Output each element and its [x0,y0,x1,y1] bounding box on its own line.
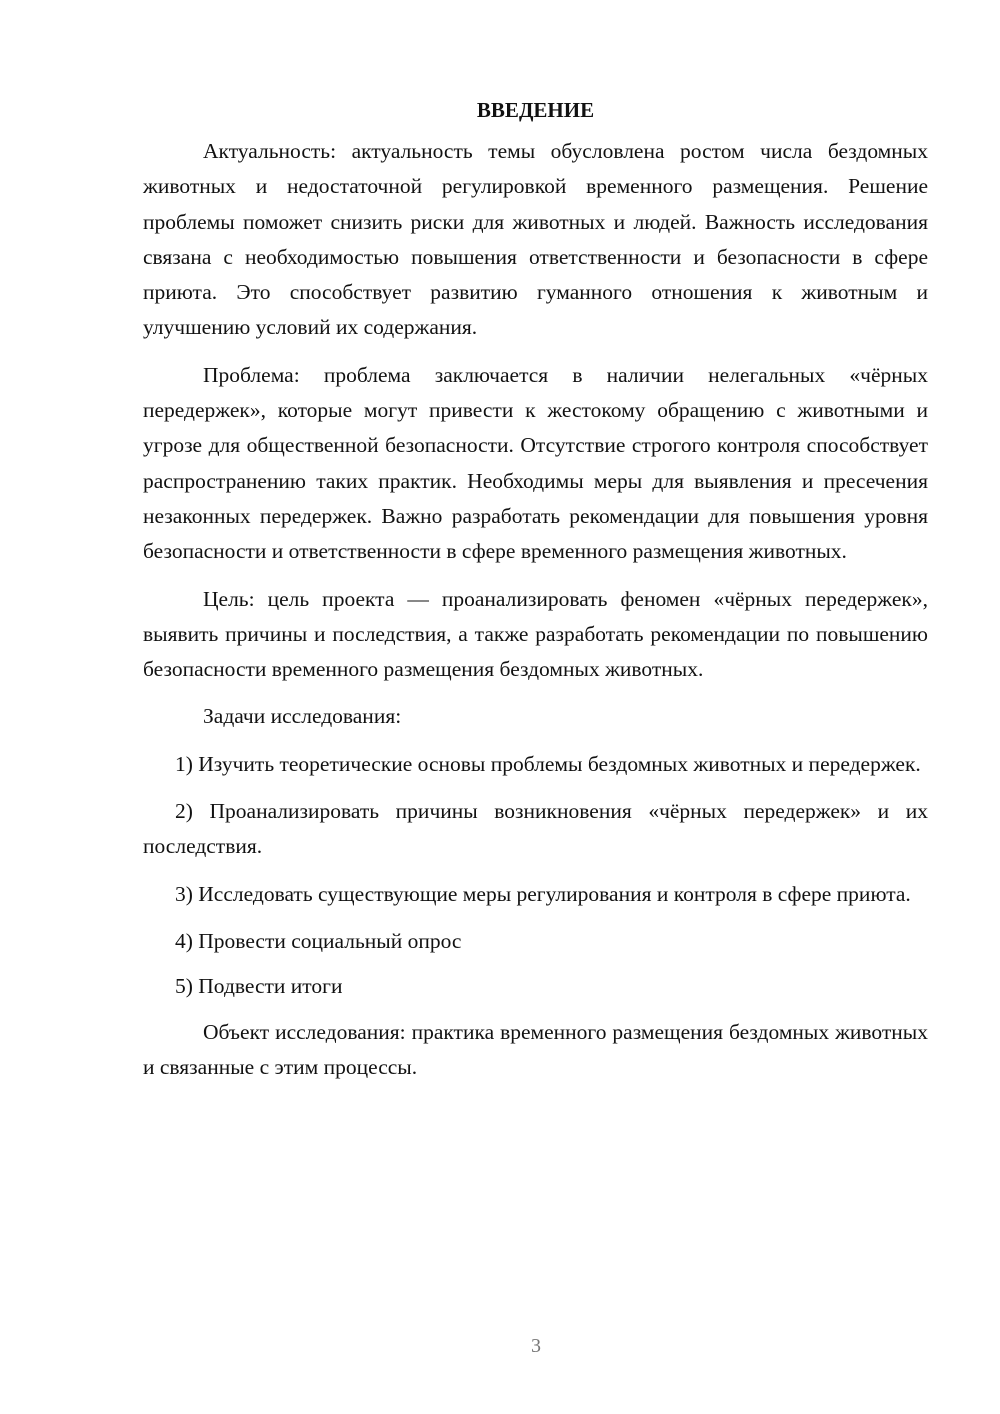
page-content [143,93,928,1097]
tasks-heading: Задачи исследования: [203,704,402,729]
section-title: ВВЕДЕНИЕ [476,98,595,122]
task-item-3: 3) Исследовать существующие меры регулирования и контроля в сфере приюта. [175,881,911,906]
task-item-5: 5) Подвести итоги [175,974,343,999]
page-number: 3 [531,1335,541,1357]
task-item-2: 2) Проанализировать причины возникновения «чёрных передержек» и их последствия. [143,799,928,859]
task-item-4: 4) Провести социальный опрос [175,928,462,953]
paragraph-goal: Цель: цель проекта — проанализировать феномен «чёрных передержек», выявить причины и последствия, а также разработать рекомендации по повышению безопасности временного размещения бездомных животных. [143,586,928,682]
paragraph-problem: Проблема: проблема заключается в наличии нелегальных «чёрных передержек», которые могут привести к жестокому обращению с животными и угрозе для общественной безопасности. Отсутствие строгого контроля способствует распространению таких практик. Необходимы меры для выявления и пресечения незаконных передержек. Важно разработать рекомендации для повышения уровня безопасности и ответственности в сфере временного размещения животных. [143,362,928,564]
task-item-1: 1) Изучить теоретические основы проблемы бездомных животных и передержек. [175,751,921,776]
paragraph-relevance: Актуальность: актуальность темы обусловлена ростом числа бездомных животных и недостаточной регулировкой временного размещения. Решение проблемы поможет снизить риски для животных и людей. Важность исследования связана с необходимостью повышения ответственности и безопасности в сфере приюта. Это способствует развитию гуманного отношения к животным и улучшению условий их содержания. [143,139,928,340]
paragraph-object: Объект исследования: практика временного размещения бездомных животных и связанные с этим процессы. [143,1019,928,1079]
